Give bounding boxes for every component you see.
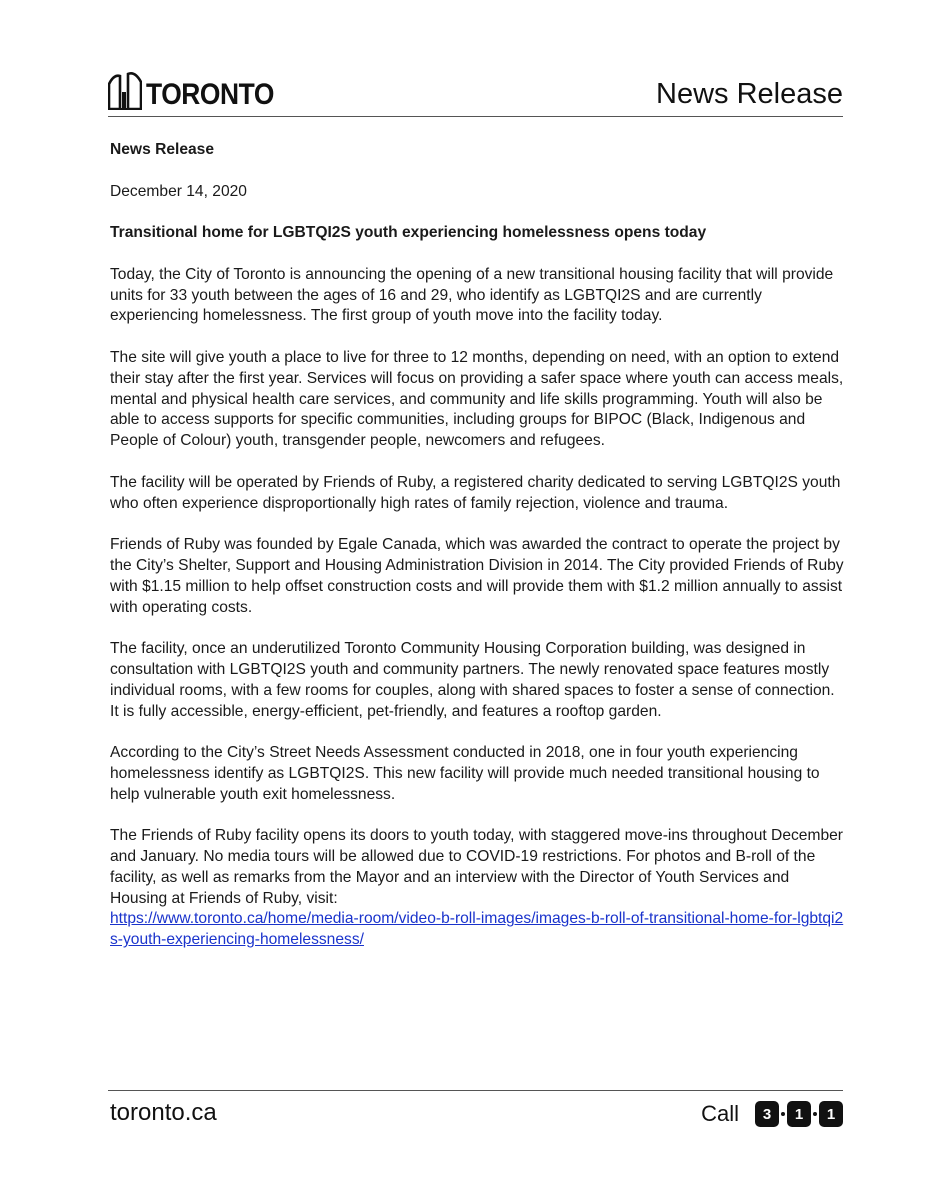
paragraph: Friends of Ruby was founded by Egale Canada, which was awarded the contract to operate the project by the City’s Shelter, Support and Housing Administration Division in 2014. The City provided Friends of Ruby with $1.15 million to help offset construction costs and will provide them with $1.2 million annually to assist with operating costs. bbox=[110, 536, 844, 616]
digit-box: 3 bbox=[755, 1101, 779, 1127]
call-311[interactable] bbox=[701, 1101, 843, 1127]
header-release-label: News Release bbox=[656, 78, 843, 110]
logo-wordmark: TORONTO bbox=[146, 78, 274, 111]
paragraph: The site will give youth a place to live for three to 12 months, depending on need, with an option to extend their stay after the first year. Services will focus on providing a safer space where youth can access meals, mental and physical health care services, and community and life skills programming. Youth will also be able to access supports for specific communities, including groups for BIPOC (Black, Indigenous and People of Colour) youth, transgender people, newcomers and refugees. bbox=[110, 348, 844, 450]
paragraph: Today, the City of Toronto is announcing the opening of a new transitional housing facility that will provide units for 33 youth between the ages of 16 and 29, who identify as LGBTQI2S and are currently experiencing homelessness. The first group of youth move into the facility today. bbox=[110, 265, 834, 325]
footer bbox=[108, 1090, 843, 1141]
release-title: Transitional home for LGBTQI2S youth experiencing homelessness opens today bbox=[110, 224, 707, 242]
paragraph: The facility will be operated by Friends of Ruby, a registered charity dedicated to serving LGBTQI2S youth who often experience disproportionally high rates of family rejection, violence and trauma. bbox=[110, 473, 841, 512]
digit-box: 1 bbox=[819, 1101, 843, 1127]
header bbox=[108, 60, 843, 117]
document-heading: News Release bbox=[110, 141, 215, 158]
city-hall-icon bbox=[108, 70, 142, 110]
call-label: Call bbox=[701, 1101, 739, 1126]
footer-site[interactable]: toronto.ca bbox=[110, 1099, 217, 1126]
city-logo[interactable] bbox=[108, 66, 291, 110]
document-body bbox=[110, 140, 845, 951]
paragraph: The facility, once an underutilized Toronto Community Housing Corporation building, was designed in consultation with LGBTQI2S youth and community partners. The newly renovated space features mostly individual rooms, with a few rooms for couples, along with shared spaces to foster a sense of connection. It is fully accessible, energy-efficient, pet-friendly, and features a rooftop garden. bbox=[110, 640, 835, 720]
media-link[interactable]: https://www.toronto.ca/home/media-room/video-b-roll-images/images-b-roll-of-transitional-home-for-lgbtqi2s-youth-experiencing-homelessness/ bbox=[110, 910, 844, 949]
paragraph: The Friends of Ruby facility opens its doors to youth today, with staggered move-ins throughout December and January. No media tours will be allowed due to COVID-19 restrictions. For photos and B-roll of the facility, as well as remarks from the Mayor and an interview with the Director of Youth Services and Housing at Friends of Ruby, visit: bbox=[110, 827, 843, 907]
digit-separator bbox=[781, 1112, 785, 1116]
digit-separator bbox=[813, 1112, 817, 1116]
digit-box: 1 bbox=[787, 1101, 811, 1127]
paragraph: According to the City’s Street Needs Assessment conducted in 2018, one in four youth experiencing homelessness identify as LGBTQI2S. This new facility will provide much needed transitional housing to help vulnerable youth exit homelessness. bbox=[110, 744, 820, 803]
release-date: December 14, 2020 bbox=[110, 182, 247, 200]
